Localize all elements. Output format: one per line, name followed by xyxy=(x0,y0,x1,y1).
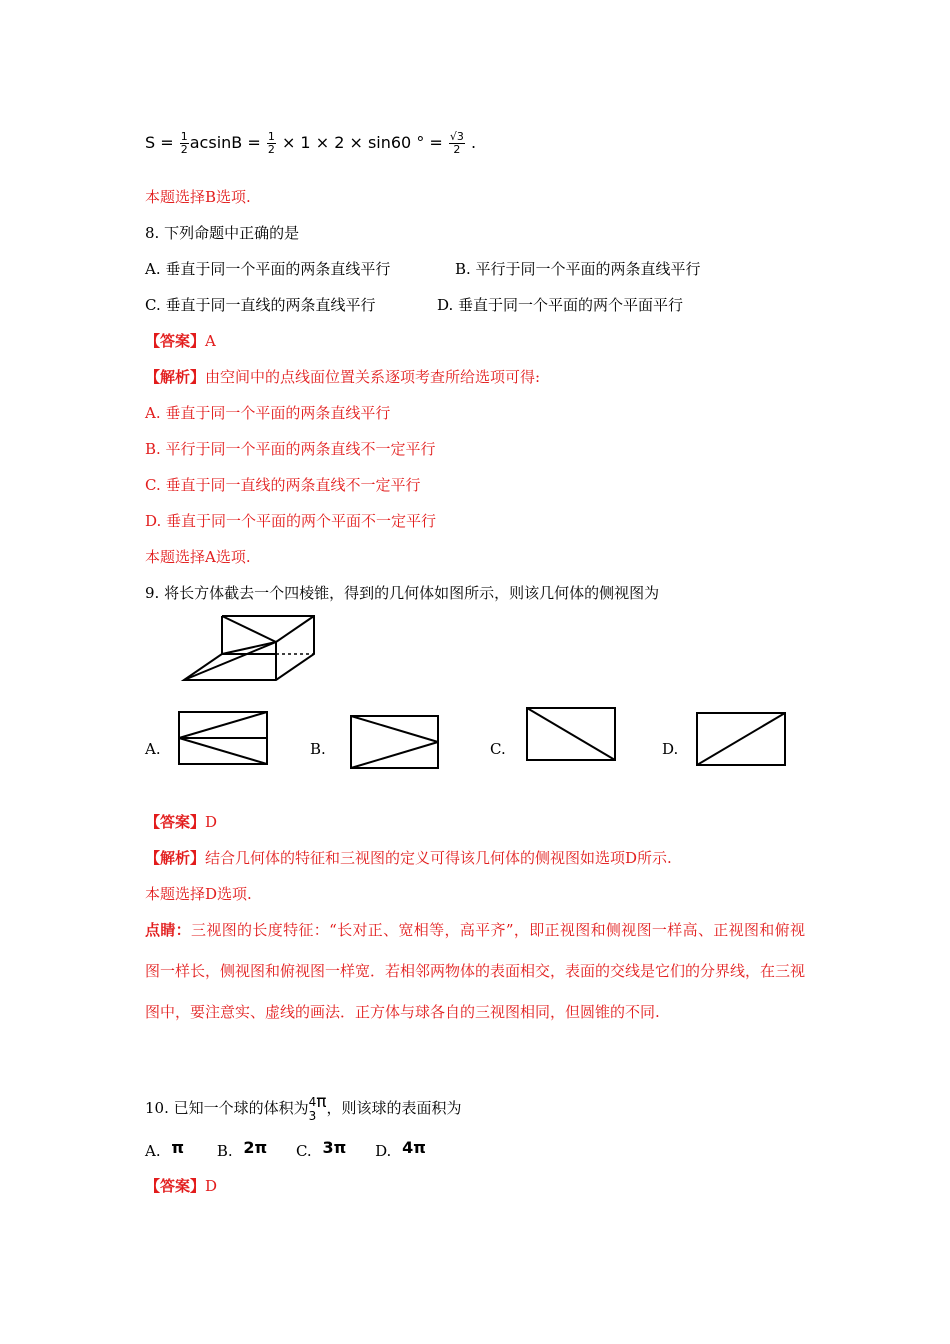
fraction-sqrt3-half: $\frac{√3}{2}$ xyxy=(449,130,464,156)
q8-option-a: A. 垂直于同一个平面的两条直线平行 xyxy=(145,260,391,278)
fraction-four-thirds: 4 3 xyxy=(308,1095,317,1123)
solid-figure xyxy=(180,612,320,684)
q9-option-d-label: D. xyxy=(662,740,679,758)
q8-choice: 本题选择A选项. xyxy=(145,548,251,566)
formula-end: . xyxy=(471,133,477,152)
q10-option-b-label: B. xyxy=(216,1142,233,1160)
formula-mid2: × 1 × 2 × sin60 ° = xyxy=(281,133,443,152)
q10-option-d-value: 4π xyxy=(402,1138,426,1157)
pi-symbol: π xyxy=(316,1092,327,1112)
q10-option-c-value: 3π xyxy=(322,1138,347,1157)
q9-option-b-figure xyxy=(350,715,440,771)
fraction-half-1: $\frac{1}{2}$ xyxy=(180,130,188,156)
analysis-tag: 【解析】 xyxy=(145,849,206,867)
q10-stem xyxy=(145,1078,462,1132)
q10-answer xyxy=(145,1177,217,1195)
q8-option-d: D. 垂直于同一个平面的两个平面平行 xyxy=(437,296,684,314)
q10-stem-b: ，则该球的表面积为 xyxy=(326,1099,462,1117)
q9-stem: 9. 将长方体截去一个四棱锥，得到的几何体如图所示，则该几何体的侧视图为 xyxy=(145,584,660,602)
formula-mid1: acsinB = xyxy=(189,133,261,152)
analysis-text: 由空间中的点线面位置关系逐项考查所给选项可得: xyxy=(205,368,541,386)
q9-option-c-figure xyxy=(526,707,618,763)
answer-tag: 【答案】 xyxy=(145,332,206,350)
answer-tag: 【答案】 xyxy=(145,1177,206,1195)
note-tag: 点睛： xyxy=(145,921,192,939)
analysis-tag: 【解析】 xyxy=(145,368,206,386)
q9-note xyxy=(145,910,805,1033)
q8-stem: 8. 下列命题中正确的是 xyxy=(145,224,300,242)
answer-value: D xyxy=(205,1177,218,1195)
q8-analysis-d: D. 垂直于同一个平面的两个平面不一定平行 xyxy=(145,512,437,530)
q10-options xyxy=(145,1139,426,1160)
formula-lhs: S = xyxy=(145,133,174,152)
q9-answer xyxy=(145,813,217,831)
q9-analysis xyxy=(145,849,672,867)
q8-analysis-c: C. 垂直于同一直线的两条直线不一定平行 xyxy=(145,476,421,494)
q8-analysis-a: A. 垂直于同一个平面的两条直线平行 xyxy=(145,404,391,422)
q9-option-d-figure xyxy=(696,712,788,768)
q10-stem-a: 10. 已知一个球的体积为 xyxy=(145,1099,309,1117)
q8-analysis-b: B. 平行于同一个平面的两条直线不一定平行 xyxy=(145,440,436,458)
q8-option-b: B. 平行于同一个平面的两条直线平行 xyxy=(455,260,701,278)
note-text: 三视图的长度特征：“长对正、宽相等，高平齐”，即正视图和侧视图一样高、正视图和俯视图一样长，侧视图和俯视图一样宽．若相邻两物体的表面相交，表面的交线是它们的分界线，在三视图中，要注意实、虚线的画法．正方体与球各自的三视图相同，但圆锥的不同. xyxy=(145,921,806,1021)
q10-option-b-value: 2π xyxy=(243,1138,268,1157)
q8-answer xyxy=(145,332,216,350)
q8-analysis xyxy=(145,368,540,386)
area-formula xyxy=(145,126,476,160)
q10-option-c-label: C. xyxy=(295,1142,312,1160)
q9-option-a-label: A. xyxy=(145,740,161,758)
analysis-text: 结合几何体的特征和三视图的定义可得该几何体的侧视图如选项D所示. xyxy=(205,849,672,867)
q9-choice: 本题选择D选项. xyxy=(145,885,252,903)
q9-option-b-label: B. xyxy=(310,740,326,758)
q10-option-a-value: π xyxy=(171,1138,185,1157)
q9-option-a-figure xyxy=(178,711,270,767)
q9-option-c-label: C. xyxy=(490,740,506,758)
q10-option-d-label: D. xyxy=(375,1142,392,1160)
answer-value: D xyxy=(205,813,218,831)
q7-choice: 本题选择B选项. xyxy=(145,188,251,206)
q8-option-c: C. 垂直于同一直线的两条直线平行 xyxy=(145,296,376,314)
answer-value: A xyxy=(205,332,216,350)
q10-option-a-label: A. xyxy=(145,1142,161,1160)
fraction-half-2: $\frac{1}{2}$ xyxy=(267,130,275,156)
answer-tag: 【答案】 xyxy=(145,813,206,831)
